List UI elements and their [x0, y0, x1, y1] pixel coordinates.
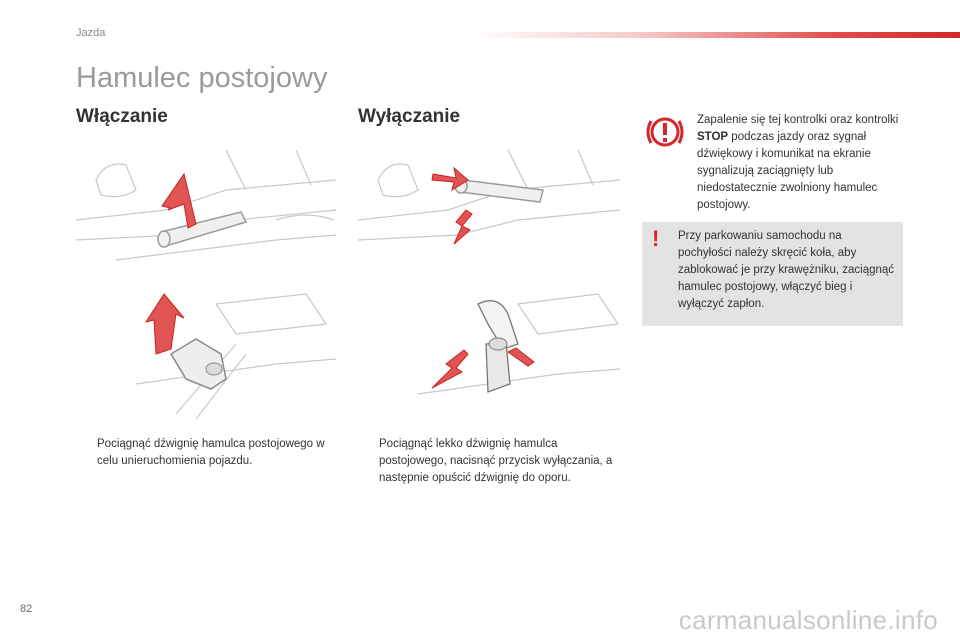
- lever-release-closeup-illustration: [358, 284, 620, 424]
- warning-text-part: podczas jazdy oraz sygnał dźwiękowy i komunikat na ekranie sygnalizują zaciągnięty lub niedostatecznie zwolniony hamulec postojowy.: [697, 131, 878, 211]
- instruction-release-text: Pociągnąć lekko dźwignię hamulca postojowego, nacisnąć przycisk wyłączania, a następnie opuścić dźwignię do oporu.: [379, 438, 613, 484]
- heading-release: Wyłączanie: [358, 106, 461, 127]
- note-box: [642, 222, 903, 326]
- note-text: Przy parkowaniu samochodu na pochyłości należy skręcić koła, aby zablokować je przy krawężniku, zaciągnąć hamulec postojowy, włączyć bieg i wyłączyć zapłon.: [678, 230, 895, 310]
- header-accent-bar: [470, 32, 960, 38]
- instruction-release: [358, 436, 623, 487]
- lever-engage-closeup-illustration: [76, 284, 336, 424]
- warning-text-stop: STOP: [697, 131, 729, 143]
- instruction-engage-text: Pociągnąć dźwignię hamulca postojowego w celu unieruchomienia pojazdu.: [97, 438, 325, 467]
- lever-engage-illustration: [76, 150, 336, 278]
- brake-warning-icon: [645, 112, 685, 152]
- section-label: Jazda: [76, 27, 106, 39]
- page-number: 82: [20, 603, 33, 615]
- page-title: Hamulec postojowy: [76, 62, 328, 94]
- exclamation-icon: !: [652, 226, 660, 251]
- warning-text-part: Zapalenie się tej kontrolki oraz kontrolki: [697, 114, 899, 126]
- lever-release-illustration: [358, 150, 620, 278]
- watermark: carmanualsonline.info: [678, 605, 938, 635]
- warning-text: [697, 112, 907, 214]
- heading-engage: Włączanie: [76, 106, 168, 127]
- instruction-engage: [76, 436, 341, 470]
